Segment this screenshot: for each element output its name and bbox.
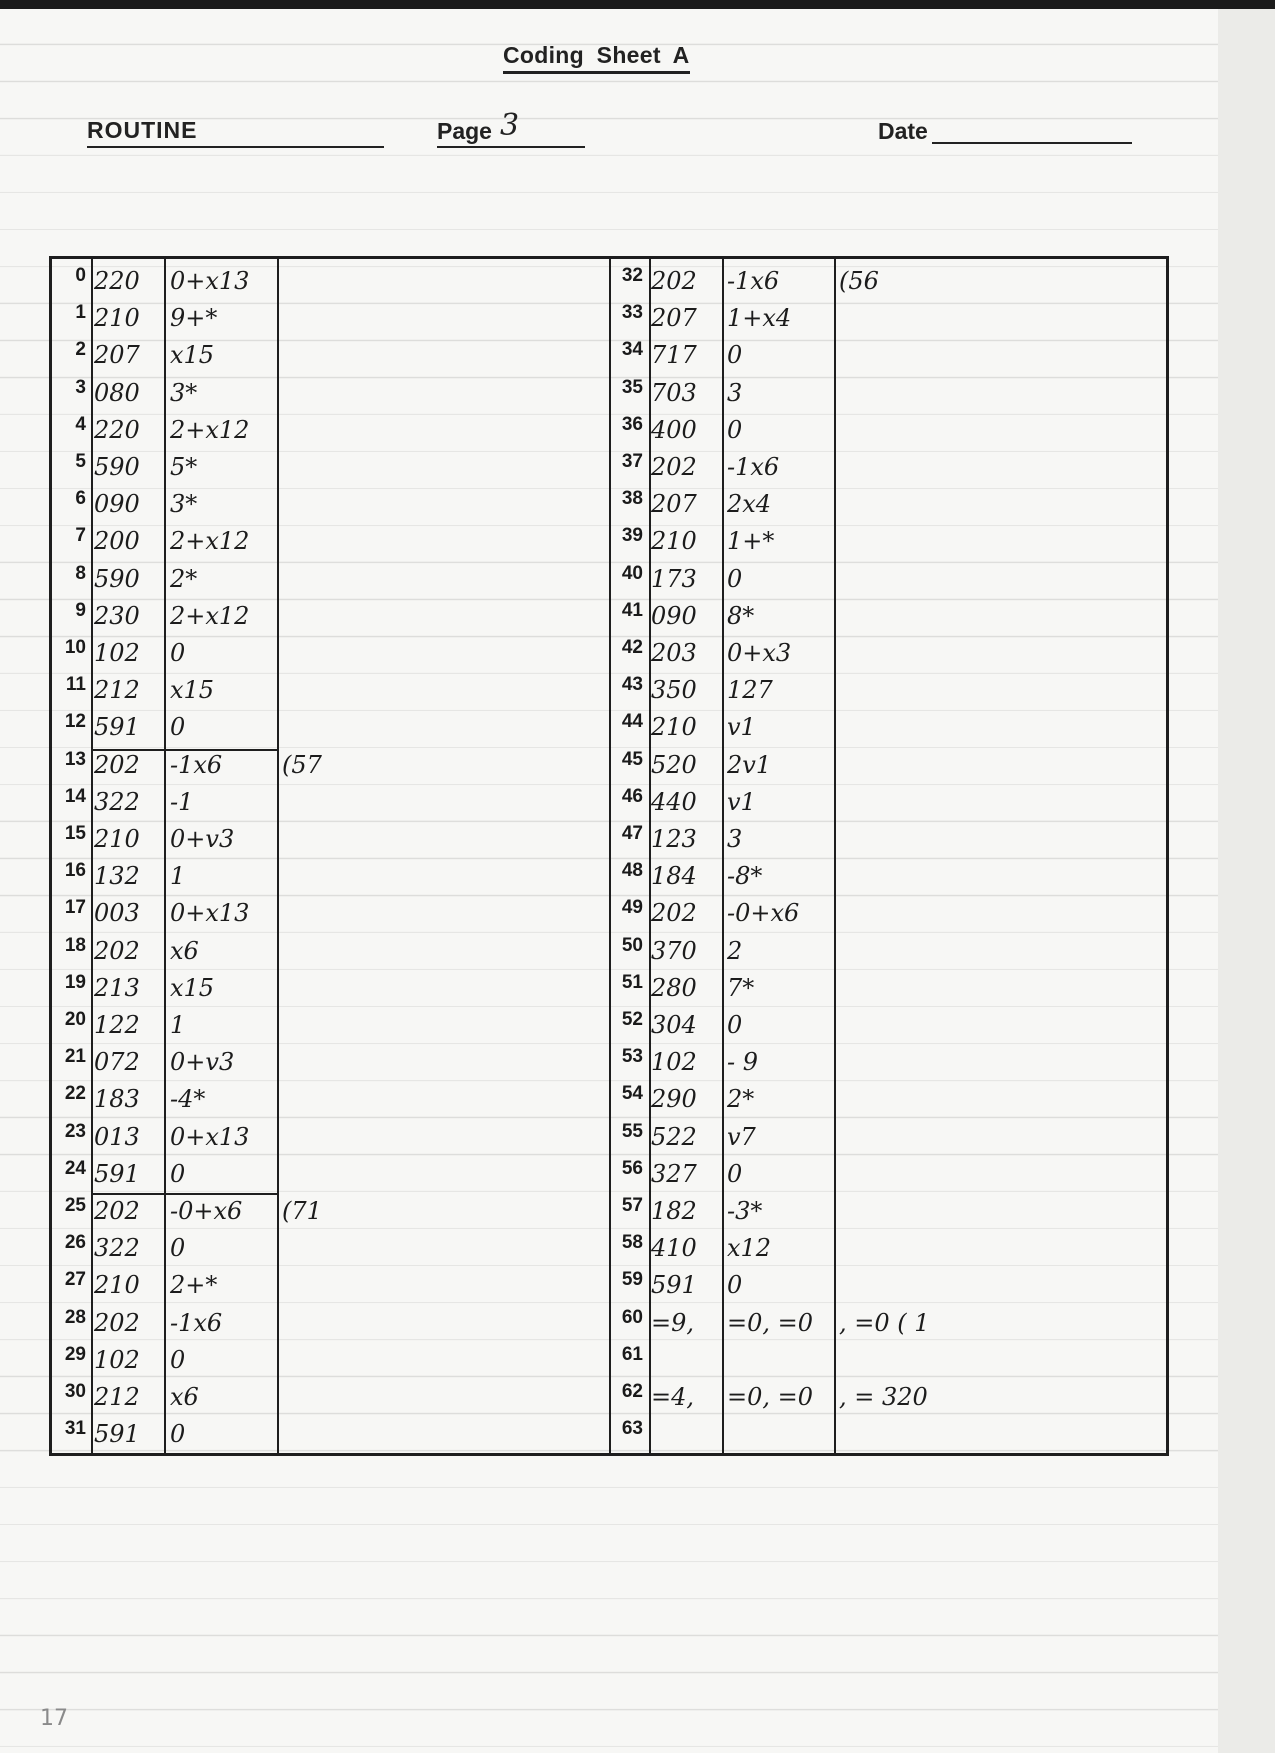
row-address: 39 — [621, 525, 643, 547]
operand-cell: -4* — [170, 1085, 206, 1114]
row-address: 42 — [621, 637, 643, 658]
order-cell: 200 — [94, 527, 140, 556]
note-cell: (71 — [282, 1197, 322, 1225]
order-cell: 327 — [651, 1159, 697, 1188]
row-address: 30 — [64, 1381, 86, 1402]
coding-row — [609, 261, 1169, 298]
coding-row — [609, 819, 1169, 856]
coding-row — [609, 968, 1169, 1005]
routine-label: ROUTINE — [87, 117, 198, 143]
operand-cell: 0+x13 — [170, 267, 250, 295]
row-address: 62 — [621, 1381, 643, 1402]
order-cell: 220 — [94, 415, 140, 444]
note-cell: , =0 ( 1 — [839, 1308, 930, 1337]
order-cell: 590 — [94, 453, 140, 481]
operand-cell: v7 — [727, 1122, 756, 1151]
row-address: 12 — [64, 711, 86, 733]
coding-row — [52, 596, 612, 633]
order-cell: 003 — [94, 899, 140, 928]
order-cell: 202 — [94, 750, 140, 779]
row-address: 47 — [621, 823, 643, 844]
routine-underline — [87, 146, 384, 148]
row-address: 61 — [621, 1343, 643, 1365]
order-cell: 013 — [94, 1122, 140, 1151]
row-address: 18 — [64, 934, 86, 956]
order-cell: 132 — [94, 862, 140, 891]
row-address: 63 — [621, 1418, 643, 1440]
coding-row — [52, 670, 612, 707]
operand-cell: 0+x13 — [170, 899, 250, 928]
operand-cell: 0+v3 — [170, 825, 235, 853]
order-cell: 202 — [94, 1197, 140, 1225]
coding-row — [52, 335, 612, 372]
coding-row — [52, 633, 612, 670]
row-address: 44 — [621, 711, 643, 733]
order-cell: =4, — [651, 1383, 695, 1411]
row-address: 24 — [64, 1157, 86, 1179]
row-address: 17 — [64, 897, 86, 919]
row-address: 53 — [621, 1046, 643, 1068]
operand-cell: 1 — [170, 862, 186, 891]
coding-row — [52, 521, 612, 558]
coding-row — [609, 596, 1169, 633]
row-address: 20 — [64, 1009, 86, 1030]
row-address: 10 — [64, 637, 86, 658]
right-half — [609, 259, 1169, 1459]
operand-cell: -0+x6 — [170, 1197, 243, 1225]
row-address: 48 — [621, 860, 643, 882]
page-underline — [437, 146, 585, 148]
row-address: 49 — [621, 897, 643, 919]
row-address: 19 — [64, 971, 86, 993]
operand-cell: 0 — [170, 1420, 186, 1449]
coding-row — [609, 1042, 1169, 1079]
operand-cell: 0 — [170, 713, 186, 742]
order-cell: 072 — [94, 1048, 140, 1077]
order-cell: 212 — [94, 676, 140, 705]
coding-row — [609, 410, 1169, 447]
coding-row — [52, 1340, 612, 1377]
operand-cell: 2+x12 — [170, 415, 250, 444]
order-cell: 210 — [94, 304, 140, 333]
operand-cell: 5* — [170, 453, 198, 481]
coding-row — [609, 707, 1169, 744]
row-address: 22 — [64, 1083, 86, 1105]
order-cell: 207 — [651, 490, 697, 519]
row-address: 51 — [621, 971, 643, 993]
operand-cell: x12 — [727, 1234, 772, 1263]
operand-cell: 1+x4 — [727, 304, 792, 333]
coding-row — [609, 559, 1169, 596]
row-address: 41 — [621, 599, 643, 621]
page-label: Page — [437, 118, 492, 144]
coding-row — [52, 484, 612, 521]
operand-cell: 3* — [170, 490, 198, 519]
row-address: 57 — [621, 1195, 643, 1216]
order-cell: 210 — [94, 825, 140, 853]
operand-cell: 0 — [170, 1345, 186, 1374]
coding-row — [52, 1265, 612, 1302]
coding-row — [52, 1228, 612, 1265]
order-cell: 520 — [651, 750, 697, 779]
operand-cell: =0, =0 — [727, 1308, 814, 1337]
operand-cell: 0 — [727, 415, 743, 444]
order-cell: 202 — [94, 1308, 140, 1337]
row-address: 32 — [621, 265, 643, 286]
coding-row — [52, 893, 612, 930]
coding-row — [609, 335, 1169, 372]
row-address: 35 — [621, 376, 643, 398]
order-cell: 717 — [651, 341, 697, 370]
coding-row — [609, 782, 1169, 819]
coding-row — [52, 819, 612, 856]
order-cell: 410 — [651, 1234, 697, 1263]
left-half — [52, 259, 612, 1459]
coding-row — [52, 1154, 612, 1191]
operand-cell: x15 — [170, 973, 215, 1002]
order-cell: 370 — [651, 936, 697, 965]
row-address: 16 — [64, 860, 86, 882]
coding-grid — [49, 256, 1169, 1456]
row-address: 5 — [75, 451, 86, 472]
row-address: 34 — [621, 339, 643, 361]
row-address: 13 — [64, 748, 86, 770]
date-label: Date — [878, 118, 928, 144]
operand-cell: x6 — [170, 1383, 199, 1411]
coding-row — [52, 1377, 612, 1414]
row-address: 9 — [75, 599, 86, 621]
order-cell: 090 — [651, 601, 697, 630]
operand-cell: 0+x3 — [727, 639, 792, 667]
coding-row — [52, 410, 612, 447]
row-address: 43 — [621, 674, 643, 696]
order-cell: 213 — [94, 973, 140, 1002]
coding-row — [609, 1117, 1169, 1154]
operand-cell: 2+x12 — [170, 601, 250, 630]
order-cell: 173 — [651, 564, 697, 593]
operand-cell: - 9 — [727, 1048, 759, 1077]
order-cell: 703 — [651, 378, 697, 407]
operand-cell: x15 — [170, 341, 215, 370]
coding-row — [609, 1377, 1169, 1414]
row-address: 28 — [64, 1306, 86, 1328]
order-cell: 202 — [651, 267, 697, 295]
operand-cell: v1 — [727, 713, 756, 742]
date-field-line — [932, 142, 1132, 144]
operand-cell: =0, =0 — [727, 1383, 814, 1411]
row-address: 59 — [621, 1269, 643, 1291]
row-address: 56 — [621, 1157, 643, 1179]
coding-row — [52, 298, 612, 335]
coding-row — [609, 1005, 1169, 1042]
row-address: 58 — [621, 1232, 643, 1254]
order-cell: 207 — [651, 304, 697, 333]
row-address: 37 — [621, 451, 643, 472]
coding-row — [609, 1191, 1169, 1228]
operand-cell: 0 — [170, 639, 186, 667]
row-address: 38 — [621, 488, 643, 510]
order-cell: 184 — [651, 862, 697, 891]
operand-cell: 2+* — [170, 1271, 218, 1300]
operand-cell: -3* — [727, 1197, 763, 1225]
sheet-title: Coding Sheet A — [503, 42, 690, 74]
operand-cell: x15 — [170, 676, 215, 705]
order-cell: 290 — [651, 1085, 697, 1114]
operand-cell: 2v1 — [727, 750, 772, 779]
order-cell: 182 — [651, 1197, 697, 1225]
coding-row — [609, 1228, 1169, 1265]
operand-cell: -0+x6 — [727, 899, 800, 928]
coding-row — [609, 447, 1169, 484]
row-address: 25 — [64, 1195, 86, 1216]
row-address: 1 — [75, 302, 86, 324]
coding-row — [52, 931, 612, 968]
row-address: 50 — [621, 934, 643, 956]
order-cell: 202 — [651, 453, 697, 481]
scan-top-edge — [0, 0, 1275, 9]
coding-row — [52, 261, 612, 298]
coding-row — [609, 1303, 1169, 1340]
coding-row — [52, 1117, 612, 1154]
operand-cell: 3 — [727, 378, 743, 407]
order-cell: 210 — [651, 527, 697, 556]
row-address: 23 — [64, 1120, 86, 1142]
order-cell: 522 — [651, 1122, 697, 1151]
order-cell: 591 — [94, 1159, 140, 1188]
coding-row — [609, 1265, 1169, 1302]
coding-row — [52, 1042, 612, 1079]
coding-row — [609, 1079, 1169, 1116]
operand-cell: 0 — [727, 1271, 743, 1300]
coding-row — [52, 856, 612, 893]
order-cell: 102 — [94, 639, 140, 667]
order-cell: 210 — [94, 1271, 140, 1300]
note-cell: , = 320 — [839, 1383, 928, 1411]
coding-row — [52, 1303, 612, 1340]
coding-row — [52, 1191, 612, 1228]
order-cell: 212 — [94, 1383, 140, 1411]
row-address: 0 — [75, 265, 86, 286]
coding-row — [609, 633, 1169, 670]
row-address: 3 — [75, 376, 86, 398]
operand-cell: 2x4 — [727, 490, 772, 519]
order-cell: 230 — [94, 601, 140, 630]
order-cell: 591 — [94, 1420, 140, 1449]
row-address: 55 — [621, 1120, 643, 1142]
operand-cell: 2* — [170, 564, 198, 593]
row-address: 6 — [75, 488, 86, 510]
operand-cell: -1x6 — [727, 267, 780, 295]
row-address: 33 — [621, 302, 643, 324]
footer-page-mark: 17 — [40, 1706, 68, 1731]
coding-row — [52, 745, 612, 782]
note-cell: (57 — [282, 750, 322, 779]
row-address: 26 — [64, 1232, 86, 1254]
order-cell: 090 — [94, 490, 140, 519]
row-address: 7 — [75, 525, 86, 547]
order-cell: 590 — [94, 564, 140, 593]
coding-row — [52, 1414, 612, 1451]
order-cell: 304 — [651, 1011, 697, 1039]
page-number: 3 — [500, 108, 520, 143]
order-cell: 207 — [94, 341, 140, 370]
operand-cell: 1 — [170, 1011, 186, 1039]
coding-row — [609, 1154, 1169, 1191]
order-cell: 210 — [651, 713, 697, 742]
operand-cell: v1 — [727, 787, 756, 816]
coding-row — [52, 1005, 612, 1042]
scan-margin — [1218, 9, 1275, 1753]
operand-cell: 0 — [170, 1159, 186, 1188]
row-address: 8 — [75, 562, 86, 584]
operand-cell: 0 — [727, 564, 743, 593]
coding-row — [609, 1340, 1169, 1377]
operand-cell: 0 — [727, 1011, 743, 1039]
coding-row — [52, 447, 612, 484]
row-address: 14 — [64, 785, 86, 807]
order-cell: 122 — [94, 1011, 140, 1039]
operand-cell: -1 — [170, 787, 194, 816]
coding-row — [52, 707, 612, 744]
order-cell: 102 — [94, 1345, 140, 1374]
operand-cell: 9+* — [170, 304, 218, 333]
operand-cell: x6 — [170, 936, 199, 965]
order-cell: =9, — [651, 1308, 695, 1337]
operand-cell: -1x6 — [170, 750, 223, 779]
row-address: 4 — [75, 413, 86, 435]
operand-cell: 0+x13 — [170, 1122, 250, 1151]
order-cell: 202 — [94, 936, 140, 965]
operand-cell: 2 — [727, 936, 743, 965]
operand-cell: 3* — [170, 378, 198, 407]
row-address: 11 — [65, 674, 86, 696]
order-cell: 080 — [94, 378, 140, 407]
order-cell: 183 — [94, 1085, 140, 1114]
order-cell: 102 — [651, 1048, 697, 1077]
order-cell: 591 — [651, 1271, 697, 1300]
coding-row — [609, 521, 1169, 558]
operand-cell: -1x6 — [170, 1308, 223, 1337]
coding-row — [609, 893, 1169, 930]
operand-cell: 2+x12 — [170, 527, 250, 556]
row-address: 31 — [64, 1418, 86, 1440]
row-address: 40 — [621, 562, 643, 584]
order-cell: 591 — [94, 713, 140, 742]
row-address: 46 — [621, 785, 643, 807]
operand-cell: 3 — [727, 825, 743, 853]
operand-cell: -1x6 — [727, 453, 780, 481]
coding-row — [609, 856, 1169, 893]
operand-cell: -8* — [727, 862, 763, 891]
row-address: 27 — [64, 1269, 86, 1291]
coding-row — [609, 298, 1169, 335]
coding-row — [609, 373, 1169, 410]
operand-cell: 7* — [727, 973, 755, 1002]
order-cell: 440 — [651, 787, 697, 816]
order-cell: 400 — [651, 415, 697, 444]
operand-cell: 2* — [727, 1085, 755, 1114]
order-cell: 322 — [94, 1234, 140, 1263]
operand-cell: 0 — [727, 341, 743, 370]
order-cell: 220 — [94, 267, 140, 295]
operand-cell: 0 — [170, 1234, 186, 1263]
coding-row — [52, 782, 612, 819]
row-address: 60 — [621, 1306, 643, 1328]
operand-cell: 0 — [727, 1159, 743, 1188]
coding-row — [609, 1414, 1169, 1451]
coding-row — [609, 484, 1169, 521]
row-address: 15 — [64, 823, 86, 844]
coding-row — [609, 670, 1169, 707]
order-cell: 202 — [651, 899, 697, 928]
row-address: 45 — [621, 748, 643, 770]
row-address: 2 — [75, 339, 86, 361]
operand-cell: 8* — [727, 601, 755, 630]
order-cell: 123 — [651, 825, 697, 853]
operand-cell: 1+* — [727, 527, 775, 556]
coding-row — [609, 745, 1169, 782]
coding-row — [52, 373, 612, 410]
coding-row — [52, 968, 612, 1005]
row-address: 29 — [64, 1343, 86, 1365]
note-cell: (56 — [839, 267, 879, 295]
order-cell: 350 — [651, 676, 697, 705]
coding-row — [52, 559, 612, 596]
operand-cell: 0+v3 — [170, 1048, 235, 1077]
operand-cell: 127 — [727, 676, 773, 705]
coding-row — [609, 931, 1169, 968]
coding-row — [52, 1079, 612, 1116]
row-address: 54 — [621, 1083, 643, 1105]
row-address: 36 — [621, 413, 643, 435]
order-cell: 322 — [94, 787, 140, 816]
order-cell: 203 — [651, 639, 697, 667]
row-address: 52 — [621, 1009, 643, 1030]
order-cell: 280 — [651, 973, 697, 1002]
row-address: 21 — [64, 1046, 86, 1068]
